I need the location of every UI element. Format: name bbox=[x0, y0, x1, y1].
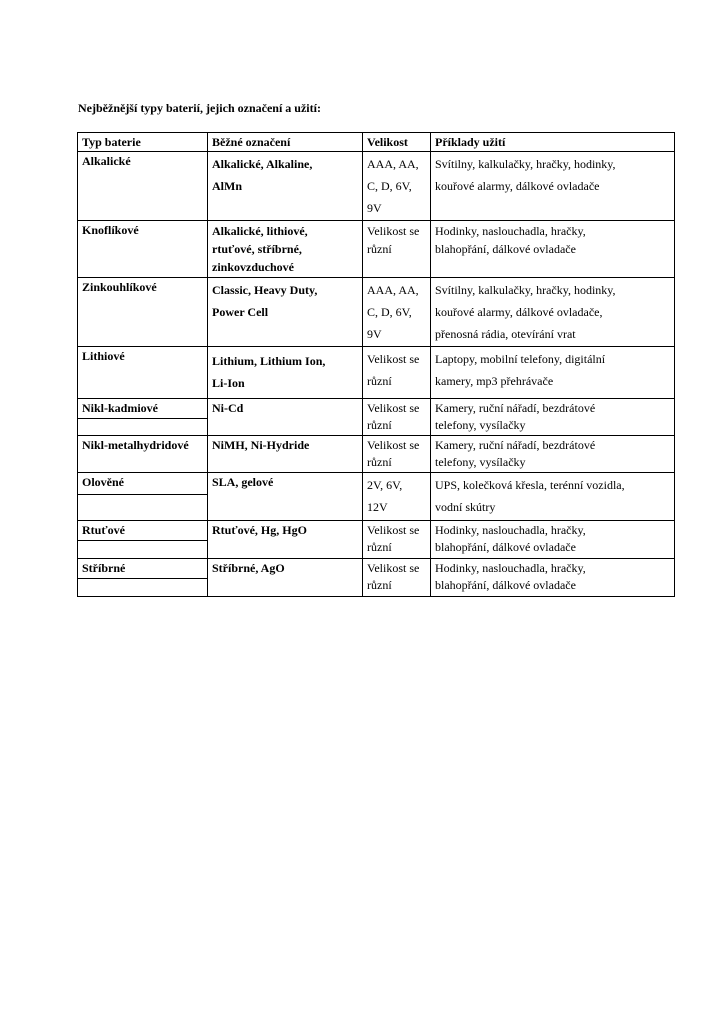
cell-designation: Rtuťové, Hg, HgO bbox=[208, 521, 363, 559]
header-designation: Běžné označení bbox=[208, 133, 363, 152]
cell-size: 2V, 6V, 12V bbox=[363, 473, 431, 521]
cell-type: Rtuťové bbox=[78, 521, 208, 559]
table-row bbox=[78, 278, 675, 347]
header-type: Typ baterie bbox=[78, 133, 208, 152]
table-row bbox=[78, 436, 675, 473]
cell-uses: Kamery, ruční nářadí, bezdrátové telefony, vysílačky bbox=[431, 399, 675, 436]
cell-type: Olověné bbox=[78, 473, 208, 521]
cell-designation: Alkalické, Alkaline, AlMn bbox=[208, 152, 363, 221]
cell-designation: Stříbrné, AgO bbox=[208, 559, 363, 597]
cell-type: Alkalické bbox=[78, 152, 208, 221]
cell-size: Velikost se různí bbox=[363, 521, 431, 559]
header-size: Velikost bbox=[363, 133, 431, 152]
cell-type: Lithiové bbox=[78, 347, 208, 399]
cell-uses: Laptopy, mobilní telefony, digitální kamery, mp3 přehrávače bbox=[431, 347, 675, 399]
cell-size: Velikost se různí bbox=[363, 559, 431, 597]
cell-uses: Hodinky, naslouchadla, hračky, blahopřání, dálkové ovladače bbox=[431, 221, 675, 278]
cell-designation: Classic, Heavy Duty, Power Cell bbox=[208, 278, 363, 347]
table-header-row bbox=[78, 133, 675, 152]
cell-designation: Ni-Cd bbox=[208, 399, 363, 436]
cell-uses: Kamery, ruční nářadí, bezdrátové telefony, vysílačky bbox=[431, 436, 675, 473]
cell-designation: SLA, gelové bbox=[208, 473, 363, 521]
cell-size: AAA, AA, C, D, 6V, 9V bbox=[363, 152, 431, 221]
table-row bbox=[78, 399, 675, 436]
page-title: Nejběžnější typy baterií, jejich označení a užití: bbox=[78, 101, 321, 115]
cell-type: Nikl-metalhydridové bbox=[78, 436, 208, 473]
cell-designation: Lithium, Lithium Ion, Li-Ion bbox=[208, 347, 363, 399]
cell-designation: NiMH, Ni-Hydride bbox=[208, 436, 363, 473]
table-row bbox=[78, 559, 675, 597]
cell-uses: Hodinky, naslouchadla, hračky, blahopřání, dálkové ovladače bbox=[431, 559, 675, 597]
table-row bbox=[78, 347, 675, 399]
cell-type: Nikl-kadmiové bbox=[78, 399, 208, 436]
cell-size: Velikost se různí bbox=[363, 436, 431, 473]
table-row bbox=[78, 521, 675, 559]
cell-type: Knoflíkové bbox=[78, 221, 208, 278]
table-row bbox=[78, 473, 675, 521]
battery-table bbox=[77, 132, 675, 597]
cell-size: Velikost se různí bbox=[363, 347, 431, 399]
cell-size: Velikost se různí bbox=[363, 399, 431, 436]
table-row bbox=[78, 221, 675, 278]
header-uses: Příklady užití bbox=[431, 133, 675, 152]
cell-uses: Hodinky, naslouchadla, hračky, blahopřání, dálkové ovladače bbox=[431, 521, 675, 559]
cell-uses: Svítilny, kalkulačky, hračky, hodinky, kouřové alarmy, dálkové ovladače, přenosná rádia, otevírání vrat bbox=[431, 278, 675, 347]
cell-uses: UPS, kolečková křesla, terénní vozidla, vodní skútry bbox=[431, 473, 675, 521]
cell-size: AAA, AA, C, D, 6V, 9V bbox=[363, 278, 431, 347]
cell-type: Stříbrné bbox=[78, 559, 208, 597]
cell-type: Zinkouhlíkové bbox=[78, 278, 208, 347]
cell-uses: Svítilny, kalkulačky, hračky, hodinky, kouřové alarmy, dálkové ovladače bbox=[431, 152, 675, 221]
cell-designation: Alkalické, lithiové, rtuťové, stříbrné, zinkovzduchové bbox=[208, 221, 363, 278]
cell-size: Velikost se různí bbox=[363, 221, 431, 278]
table-row bbox=[78, 152, 675, 221]
